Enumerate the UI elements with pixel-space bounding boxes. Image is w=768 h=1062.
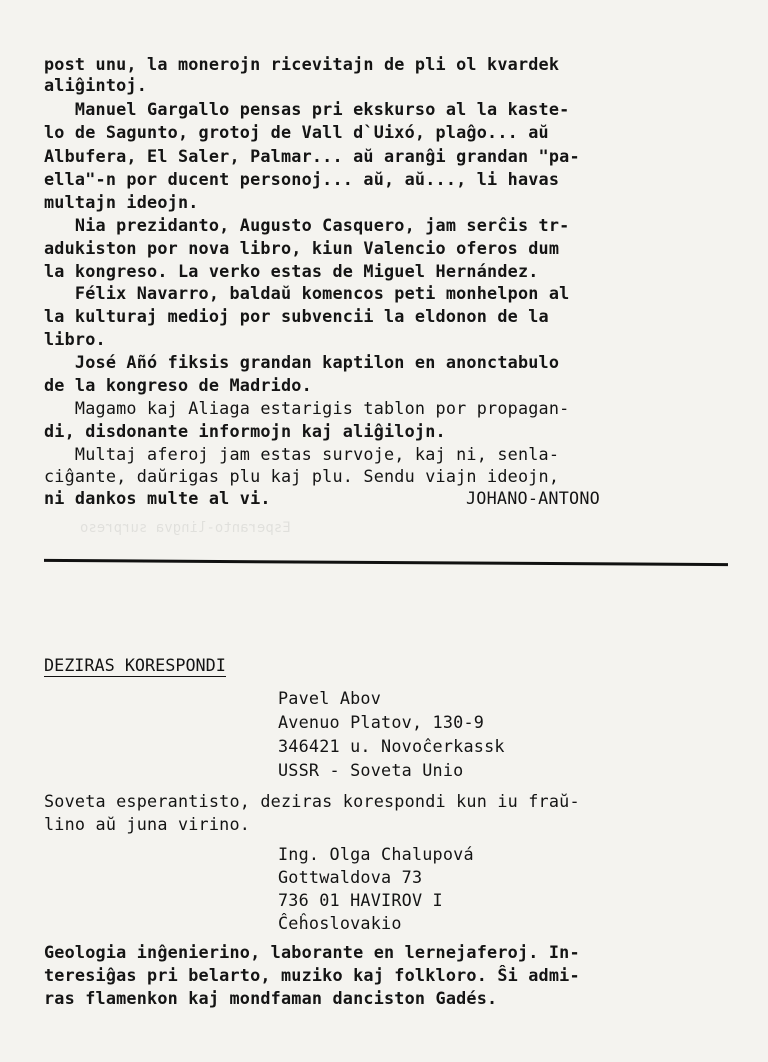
article-line: aliĝintoj. bbox=[44, 75, 148, 95]
address-line: Ing. Olga Chalupová bbox=[278, 844, 474, 864]
bleed-through: Esperanto-lingva surpreso bbox=[80, 520, 291, 536]
entry-text: lino aŭ juna virino. bbox=[44, 814, 251, 834]
article-line: di, disdonante informojn kaj aliĝilojn. bbox=[44, 421, 446, 441]
article-line: post unu, la monerojn ricevitajn de pli ol kvardek bbox=[44, 54, 560, 74]
address-line: Gottwaldova 73 bbox=[278, 867, 423, 887]
article-line: Magamo kaj Aliaga estarigis tablon por propagan- bbox=[44, 398, 570, 418]
address-line: 736 01 HAVIROV I bbox=[278, 890, 443, 910]
article-line: adukiston por nova libro, kiun Valencio oferos dum bbox=[44, 238, 560, 258]
article-line: lo de Sagunto, grotoj de Vall d`Uixó, plaĝo... aŭ bbox=[44, 122, 549, 142]
article-line: ciĝante, daŭrigas plu kaj plu. Sendu viajn ideojn, bbox=[44, 466, 560, 486]
article-line: Nia prezidanto, Augusto Casquero, jam serĉis tr- bbox=[44, 215, 570, 235]
article-line: ni dankos multe al vi. bbox=[44, 488, 271, 508]
entry-text: Soveta esperantisto, deziras korespondi kun iu fraŭ- bbox=[44, 791, 580, 811]
article-line: de la kongreso de Madrido. bbox=[44, 375, 312, 395]
address-line: 346421 u. Novoĉerkassk bbox=[278, 736, 505, 756]
article-line: la kongreso. La verko estas de Miguel Hernández. bbox=[44, 261, 539, 281]
article-line: multajn ideojn. bbox=[44, 192, 199, 212]
article-line: ella"-n por ducent personoj... aŭ, aŭ..., li havas bbox=[44, 169, 560, 189]
article-signature: JOHANO-ANTONO bbox=[466, 488, 600, 508]
address-line: USSR - Soveta Unio bbox=[278, 760, 464, 780]
article-line: Félix Navarro, baldaŭ komencos peti monhelpon al bbox=[44, 283, 570, 303]
address-line: Pavel Abov bbox=[278, 688, 382, 708]
section-divider bbox=[44, 559, 728, 566]
entry-text: ras flamenkon kaj mondfaman danciston Gadés. bbox=[44, 988, 498, 1008]
article-line: José Añó fiksis grandan kaptilon en anonctabulo bbox=[44, 352, 560, 372]
article-line: Albufera, El Saler, Palmar... aŭ aranĝi grandan "pa- bbox=[44, 146, 580, 166]
entry-text: Geologia inĝenierino, laborante en lernejaferoj. In- bbox=[44, 942, 580, 962]
section-title: DEZIRAS KORESPONDI bbox=[44, 655, 226, 675]
article-line: Manuel Gargallo pensas pri ekskurso al la kaste- bbox=[44, 99, 570, 119]
article-line: libro. bbox=[44, 329, 106, 349]
article-line: Multaj aferoj jam estas survoje, kaj ni, senla- bbox=[44, 444, 560, 464]
address-line: Ĉeĥoslovakio bbox=[278, 913, 402, 933]
address-line: Avenuo Platov, 130-9 bbox=[278, 712, 485, 732]
entry-text: teresiĝas pri belarto, muziko kaj folkloro. Ŝi admi- bbox=[44, 965, 580, 985]
article-line: la kulturaj medioj por subvencii la eldonon de la bbox=[44, 306, 549, 326]
